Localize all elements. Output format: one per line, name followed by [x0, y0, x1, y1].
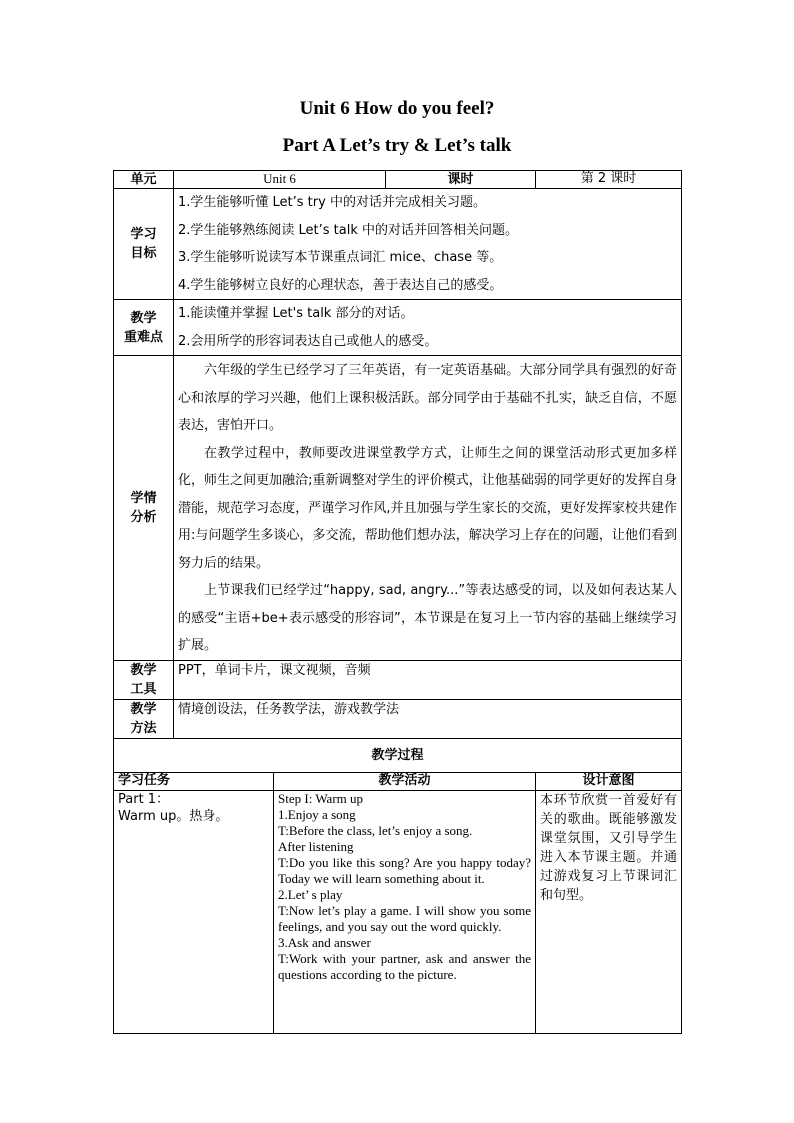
analysis-paragraph: 在教学过程中，教师要改进课堂教学方式，让师生之间的课堂活动形式更加多样化，师生之间更加融洽;重新调整对学生的评价模式，让他基础弱的同学更好的发挥自身潜能，规范学习态度，严谨学习作风,并且加强与学生家长的交流，更好发挥家校共建作用:与问题学生多谈心，多交流，帮助他们想办法，解决学习上存在的问题，让他们看到努力后的结果。 — [178, 445, 677, 571]
task-subtitle: Warm up。热身。 — [118, 808, 229, 824]
methods-label: 教学 方法 — [114, 699, 174, 738]
activity-cell — [274, 790, 536, 1033]
key-point-item: 1.能读懂并掌握 Let's talk 部分的对话。 — [178, 306, 414, 321]
objectives-label: 学习 目标 — [114, 189, 174, 300]
objective-item: 4.学生能够树立良好的心理状态，善于表达自己的感受。 — [178, 277, 503, 293]
activity-line: T:Do you like this song? Are you happy today? Today we will learn something about it. — [278, 854, 531, 886]
task-cell — [114, 790, 274, 1033]
activity-line: T:Work with your partner, ask and answer the questions according to the picture. — [278, 950, 531, 982]
intent-cell: 本环节欣赏一首爱好有关的歌曲。既能够激发课堂氛围，又引导学生进入本节课主题。并通过游戏复习上节课词汇和句型。 — [536, 790, 682, 1033]
period-label: 课时 — [386, 171, 536, 189]
tools-label: 教学 工具 — [114, 660, 174, 699]
activity-line: 3.Ask and answer — [278, 934, 371, 950]
process-row-part1 — [114, 790, 682, 1033]
unit-label: 单元 — [114, 171, 174, 189]
objective-item: 1.学生能够听懂 Let’s try 中的对话并完成相关习题。 — [178, 195, 486, 210]
lesson-plan-table — [113, 170, 682, 1034]
analysis-row — [114, 356, 682, 661]
activity-line: 2.Let’ s play — [278, 886, 343, 902]
analysis-label: 学情 分析 — [114, 356, 174, 661]
process-heading-row — [114, 738, 682, 772]
page-subtitle: Part A Let’s try & Let’s talk — [282, 135, 512, 156]
objectives-row — [114, 189, 682, 300]
page-title: Unit 6 How do you feel? — [299, 98, 495, 119]
activity-line: After listening — [278, 838, 354, 854]
analysis-paragraph: 六年级的学生已经学习了三年英语，有一定英语基础。大部分同学具有强烈的好奇心和浓厚的学习兴趣，他们上课积极活跃。部分同学由于基础不扎实，缺乏自信，不愿表达，害怕开口。 — [178, 363, 677, 433]
col-header-activity: 教学活动 — [274, 772, 536, 790]
col-header-intent: 设计意图 — [536, 772, 682, 790]
key-points-content — [174, 300, 682, 356]
analysis-content — [174, 356, 682, 661]
analysis-paragraph: 上节课我们已经学过“happy, sad, angry...”等表达感受的词，以及如何表达某人的感受“主语+be+表示感受的形容词”，本节课是在复习上一节内容的基础上继续学习扩展。 — [178, 583, 677, 653]
header-row — [114, 171, 682, 189]
tools-row — [114, 660, 682, 699]
objectives-content — [174, 189, 682, 300]
activity-line: 1.Enjoy a song — [278, 806, 356, 822]
task-title: Part 1： — [118, 791, 170, 807]
key-point-item: 2.会用所学的形容词表达自己或他人的感受。 — [178, 333, 438, 349]
col-header-task: 学习任务 — [114, 772, 274, 790]
process-header-row — [114, 772, 682, 790]
key-points-row — [114, 300, 682, 356]
objective-item: 3.学生能够听说读写本节课重点词汇 mice、chase 等。 — [178, 250, 503, 265]
methods-row — [114, 699, 682, 738]
process-heading: 教学过程 — [114, 738, 682, 772]
unit-value: Unit 6 — [174, 171, 386, 189]
activity-line: T:Before the class, let’s enjoy a song. — [278, 822, 473, 838]
methods-value: 情境创设法，任务教学法，游戏教学法 — [174, 699, 682, 738]
key-points-label: 教学 重难点 — [114, 300, 174, 356]
tools-value: PPT，单词卡片，课文视频，音频 — [174, 660, 682, 699]
objective-item: 2.学生能够熟练阅读 Let’s talk 中的对话并回答相关问题。 — [178, 222, 519, 238]
activity-line: T:Now let’s play a game. I will show you some feelings, and you say out the word quickly. — [278, 902, 531, 934]
activity-line: Step I: Warm up — [278, 790, 364, 806]
period-value: 第 2 课时 — [536, 171, 682, 189]
